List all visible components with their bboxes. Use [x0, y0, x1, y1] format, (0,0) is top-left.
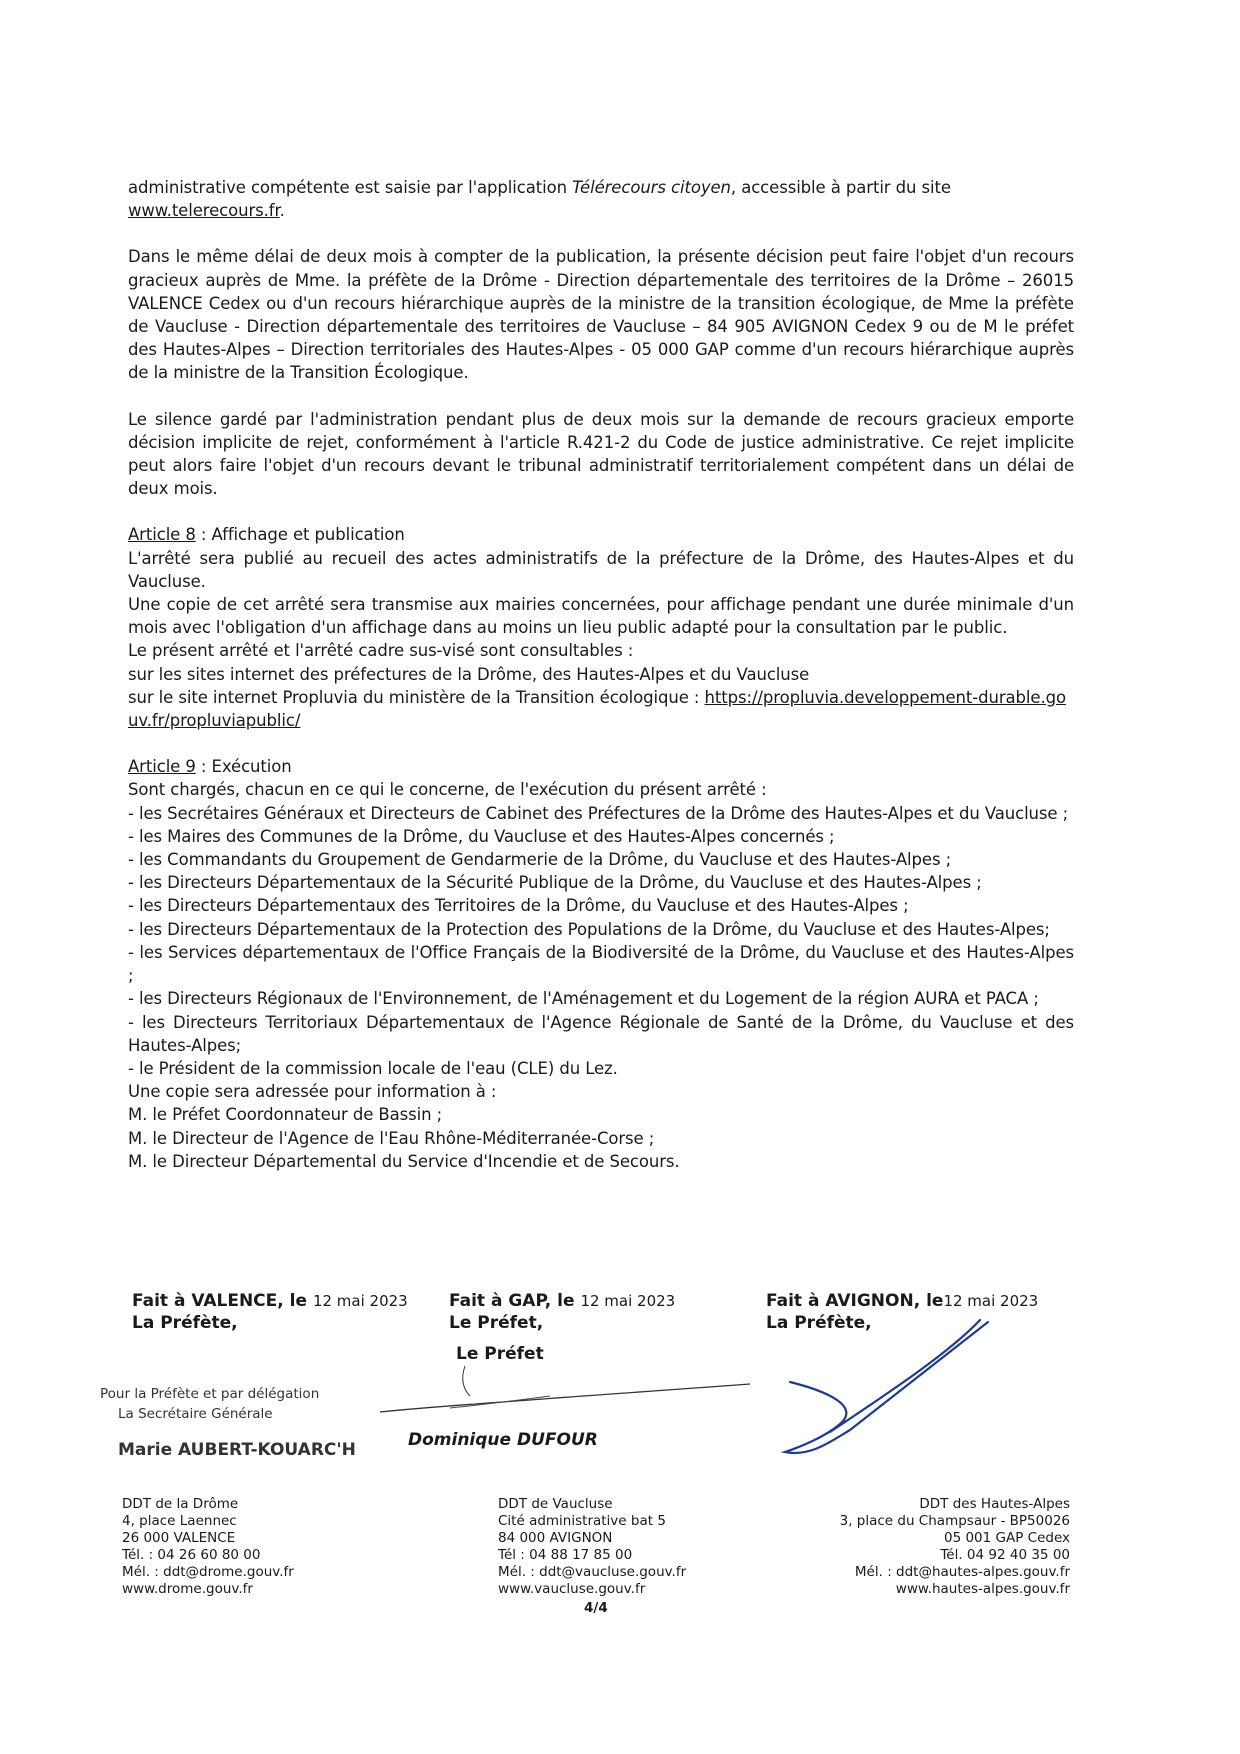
article-9-heading: Article 9 : Exécution — [128, 757, 292, 777]
execution-list-item: - le Président de la commission locale de l'eau (CLE) du Lez. — [128, 1058, 618, 1078]
propluvia-link[interactable]: https://propluvia.developpement-durable.gouv.fr/propluviapublic/ — [128, 687, 1066, 731]
article-8-propluvia-line: sur le site internet Propluvia du ministère de la Transition écologique : https://propluvia.developpement-durable.gouv.fr/propluviapublic/ — [128, 687, 1066, 731]
execution-list-item: - les Directeurs Régionaux de l'Environnement, de l'Aménagement et du Logement de la région AURA et PACA ; — [128, 989, 1039, 1009]
copy-recipient-item: M. le Préfet Coordonnateur de Bassin ; — [128, 1105, 443, 1125]
gap-signature-stroke — [380, 1360, 760, 1420]
main-body — [128, 176, 1074, 1173]
telerecours-link[interactable]: www.telerecours.fr — [128, 201, 280, 221]
article-8-heading: Article 8 : Affichage et publication — [128, 525, 405, 545]
paragraph-silence-rejet: Le silence gardé par l'administration pendant plus de deux mois sur la demande de recours gracieux emporte décision implicite de rejet, conformément à l'article R.421-2 du Code de justice administrative. Ce rejet implicite peut alors faire l'objet d'un recours devant le tribunal administratif territorialement compétent dans un délai de deux mois. — [128, 409, 1074, 499]
article-9-intro: Sont chargés, chacun en ce qui le concerne, de l'exécution du présent arrêté : — [128, 780, 767, 800]
execution-list-item: - les Maires des Communes de la Drôme, du Vaucluse et des Hautes-Alpes concernés ; — [128, 826, 835, 846]
telerecours-app-name: Télérecours citoyen — [572, 178, 731, 197]
execution-list-item: - les Services départementaux de l'Office Français de la Biodiversité de la Drôme, du Vaucluse et des Hautes-Alpes ; — [128, 942, 1074, 986]
article-8-line: Le présent arrêté et l'arrêté cadre sus-visé sont consultables : — [128, 641, 634, 661]
article-9-list — [128, 802, 1074, 1080]
copy-intro: Une copie sera adressée pour information à : — [128, 1082, 497, 1102]
article-8-line: sur les sites internet des préfectures de la Drôme, des Hautes-Alpes et du Vaucluse — [128, 664, 810, 684]
delegation-stamp-line: Pour la Préfète et par délégation — [100, 1386, 320, 1402]
copy-recipients-list — [128, 1103, 1074, 1173]
gap-signer-name: Dominique DUFOUR — [408, 1430, 598, 1450]
execution-list-item: - les Directeurs Départementaux des Territoires de la Drôme, du Vaucluse et des Hautes-Alpes ; — [128, 896, 909, 916]
article-8-line: L'arrêté sera publié au recueil des actes administratifs de la préfecture de la Drôme, des Hautes-Alpes et du Vaucluse. — [128, 548, 1074, 591]
paragraph-recours-gracieux: Dans le même délai de deux mois à compter de la publication, la présente décision peut faire l'objet d'un recours gracieux auprès de Mme. la préfète de la Drôme - Direction départementale des territoires de la Drôme – 26015 VALENCE Cedex ou d'un recours hiérarchique auprès de la ministre de la transition écologique, de Mme la préfète de Vaucluse - Direction départementale des territoires de Vaucluse – 84 905 AVIGNON Cedex 9 ou de M le préfet des Hautes-Alpes – Direction territoriales des Hautes-Alpes - 05 000 GAP comme d'un recours hiérarchique auprès de la ministre de la Transition Écologique. — [128, 247, 1074, 383]
copy-recipient-item: M. le Directeur Départemental du Service d'Incendie et de Secours. — [128, 1151, 680, 1171]
execution-list-item: - les Directeurs Départementaux de la Protection des Populations de la Drôme, du Vaucluse et des Hautes-Alpes; — [128, 919, 1050, 939]
gap-prefet-stamp: Le Préfet — [456, 1344, 544, 1364]
signature-avignon: Fait à AVIGNON, le12 mai 2023 La Préfète, — [766, 1291, 1039, 1333]
address-hautes-alpes: DDT des Hautes-Alpes 3, place du Champsaur - BP50026 05 001 GAP Cedex Tél. 04 92 40 35 00 Mél. : ddt@hautes-alpes.gouv.fr www.hautes-alpes.gouv.fr — [839, 1496, 1070, 1597]
execution-list-item: - les Directeurs Territoriaux Départementaux de l'Agence Régionale de Santé de la Drôme, du Vaucluse et des Hautes-Alpes; — [128, 1012, 1074, 1055]
copy-recipient-item: M. le Directeur de l'Agence de l'Eau Rhône-Méditerranée-Corse ; — [128, 1128, 655, 1148]
paragraph-telerecours: administrative compétente est saisie par l'application Télérecours citoyen, accessible à partir du site www.telerecours.fr. — [128, 178, 951, 221]
execution-list-item: - les Commandants du Groupement de Gendarmerie de la Drôme, du Vaucluse et des Hautes-Alpes ; — [128, 850, 952, 870]
execution-list-item: - les Secrétaires Généraux et Directeurs de Cabinet des Préfectures de la Drôme des Hautes-Alpes et du Vaucluse ; — [128, 803, 1069, 823]
page-number: 4/4 — [584, 1600, 608, 1616]
valence-signer-name: Marie AUBERT-KOUARC'H — [118, 1440, 356, 1460]
signature-valence: Fait à VALENCE, le 12 mai 2023 La Préfète, — [132, 1291, 408, 1333]
address-drome: DDT de la Drôme 4, place Laennec 26 000 VALENCE Tél. : 04 26 60 80 00 Mél. : ddt@drome.gouv.fr www.drome.gouv.fr — [122, 1496, 294, 1597]
execution-list-item: - les Directeurs Départementaux de la Sécurité Publique de la Drôme, du Vaucluse et des Hautes-Alpes ; — [128, 873, 982, 893]
article-8-line: Une copie de cet arrêté sera transmise aux mairies concernées, pour affichage pendant une durée minimale d'un mois avec l'obligation d'un affichage dans au moins un lieu public adapté pour la consultation par le public. — [128, 595, 1074, 638]
signature-gap: Fait à GAP, le 12 mai 2023 Le Préfet, — [449, 1291, 676, 1333]
avignon-signature-stroke — [770, 1312, 1010, 1462]
delegation-stamp-line: La Secrétaire Générale — [118, 1406, 273, 1422]
address-vaucluse: DDT de Vaucluse Cité administrative bat 5 84 000 AVIGNON Tél : 04 88 17 85 00 Mél. : ddt@vaucluse.gouv.fr www.vaucluse.gouv.fr — [498, 1496, 687, 1597]
